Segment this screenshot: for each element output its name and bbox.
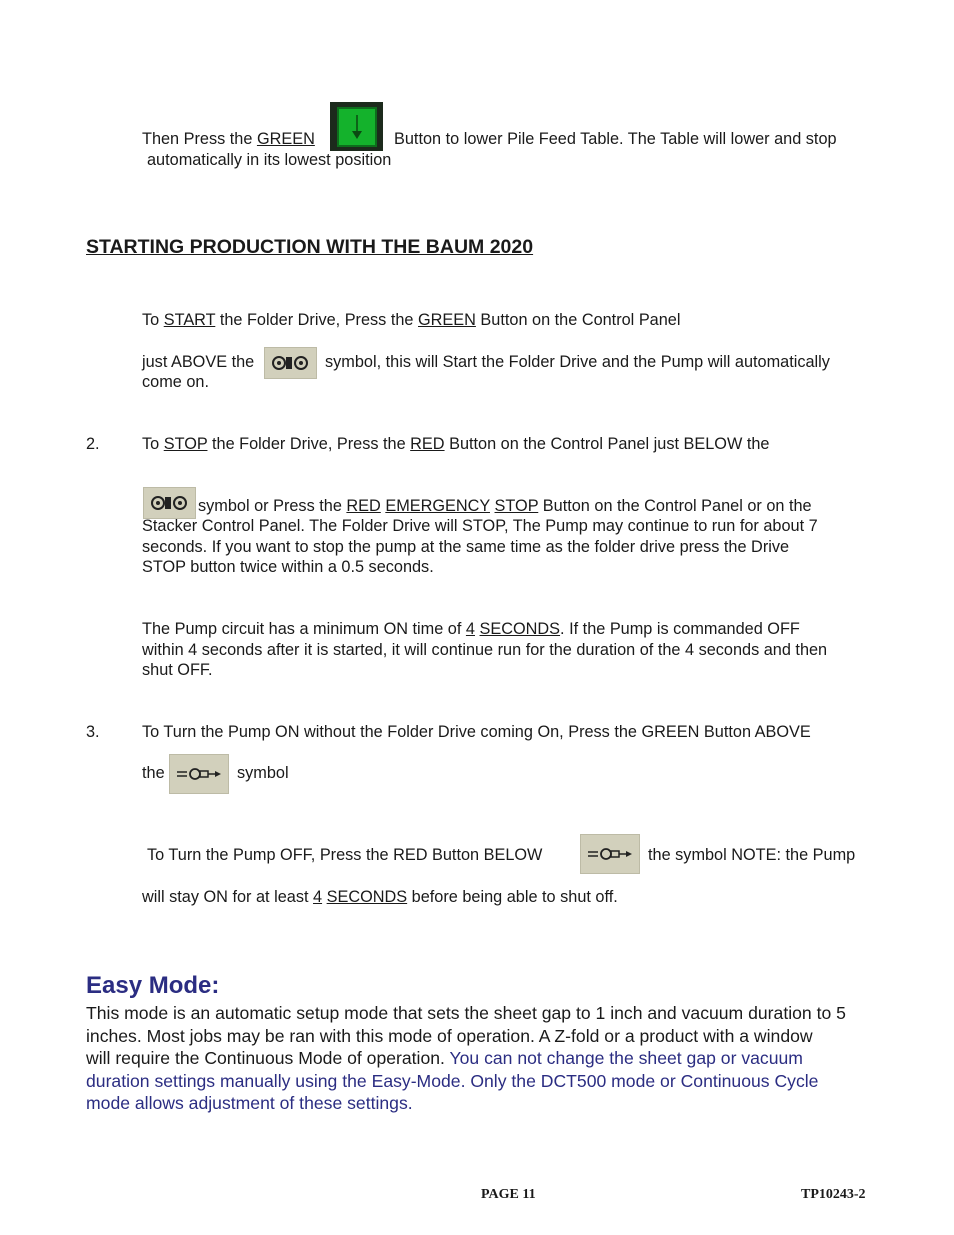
step2-line-1: To STOP the Folder Drive, Press the RED Button on the Control Panel just BELOW the: [142, 435, 770, 453]
easy-line-2: inches. Most jobs may be ran with this mode of operation. A Z-fold or a product with a window: [86, 1026, 813, 1046]
step2-number: 2.: [86, 435, 100, 453]
easy-line-5: mode allows adjustment of these settings.: [86, 1093, 413, 1113]
page-number: PAGE 11: [481, 1187, 536, 1202]
step3-line-1: To Turn the Pump ON without the Folder Drive coming On, Press the GREEN Button ABOVE: [142, 723, 811, 741]
step2-line-4: seconds. If you want to stop the pump at the same time as the folder drive press the Drive: [142, 538, 790, 556]
step3-number: 3.: [86, 723, 100, 741]
document-id: TP10243-2: [801, 1187, 866, 1202]
intro-line-1-cont: Button to lower Pile Feed Table. The Table will lower and stop: [394, 130, 837, 148]
pump-symbol-icon: [580, 834, 640, 874]
pump-symbol-icon: [169, 754, 229, 794]
pump-min-time-line-3: shut OFF.: [142, 661, 213, 679]
intro-line-2: automatically in its lowest position: [147, 151, 392, 169]
easy-line-3: will require the Continuous Mode of operation. You can not change the sheet gap or vacuum: [86, 1048, 803, 1068]
step1-line-2a: just ABOVE the: [142, 353, 255, 371]
step2-line-2: symbol or Press the RED EMERGENCY STOP Button on the Control Panel or on the: [198, 497, 812, 515]
pump-min-time-line-2: within 4 seconds after it is started, it will continue run for the duration of the 4 seconds and then: [142, 641, 828, 659]
easy-line-1: This mode is an automatic setup mode that sets the sheet gap to 1 inch and vacuum duration to 5: [86, 1003, 846, 1023]
intro-text: Then Press the: [142, 130, 257, 148]
intro-line-1: [142, 129, 315, 150]
step1-line-2b: symbol, this will Start the Folder Drive and the Pump will automatically: [325, 353, 830, 371]
step3-line-4: will stay ON for at least 4 SECONDS before being able to shut off.: [142, 888, 618, 906]
step1-line-1: To START the Folder Drive, Press the GREEN Button on the Control Panel: [142, 311, 681, 329]
section-heading: STARTING PRODUCTION WITH THE BAUM 2020: [86, 236, 534, 258]
step2-line-3: Stacker Control Panel. The Folder Drive will STOP, The Pump may continue to run for about 7: [142, 517, 818, 535]
step3-line-2b: symbol: [237, 764, 289, 782]
intro-green-word: GREEN: [256, 130, 315, 148]
step2-line-5: STOP button twice within a 0.5 seconds.: [142, 558, 434, 576]
pump-min-time-line-1: The Pump circuit has a minimum ON time of 4 SECONDS. If the Pump is commanded OFF: [142, 620, 800, 638]
green-down-arrow-button-icon: [330, 102, 383, 151]
easy-line-4: duration settings manually using the Easy-Mode. Only the DCT500 mode or Continuous Cycle: [86, 1071, 819, 1091]
step1-line-3: come on.: [142, 373, 209, 391]
down-arrow-icon: [337, 107, 377, 147]
step3-line-3b: the symbol NOTE: the Pump: [648, 846, 856, 864]
easy-mode-title: Easy Mode:: [86, 972, 220, 999]
step3-line-3a: To Turn the Pump OFF, Press the RED Button BELOW: [147, 846, 543, 864]
step3-line-2a: the: [142, 764, 165, 782]
drive-symbol-icon: [143, 487, 196, 519]
drive-symbol-icon: [264, 347, 317, 379]
